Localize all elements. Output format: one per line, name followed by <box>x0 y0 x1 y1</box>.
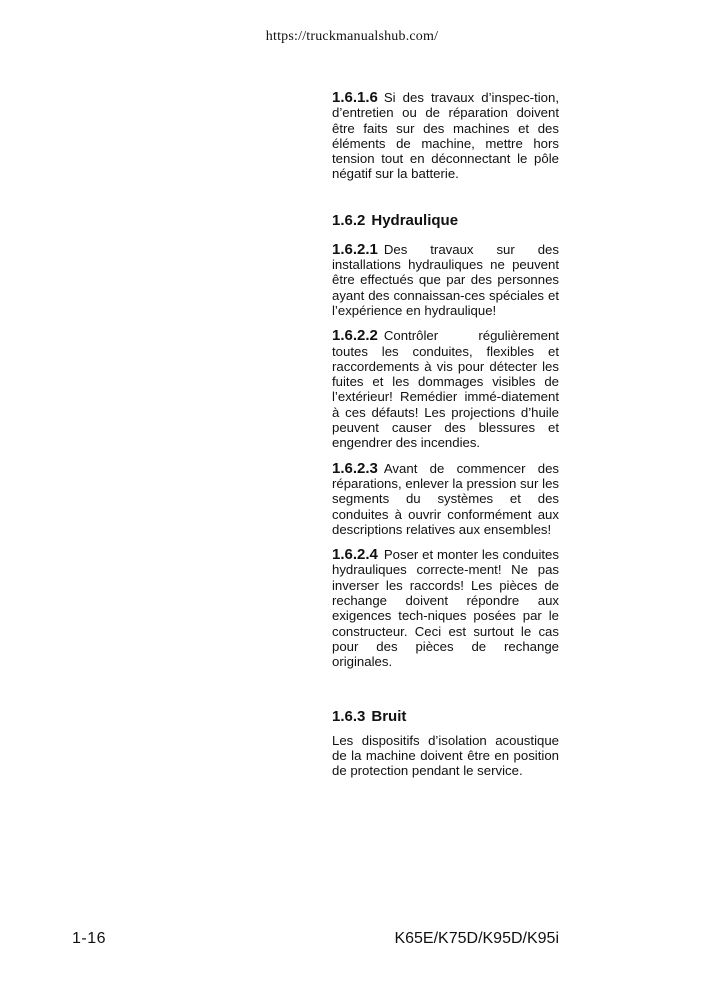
section-number: 1.6.3 <box>332 707 366 725</box>
paragraph-number: 1.6.1.6 <box>332 89 378 106</box>
paragraph-bruit: Les dispositifs d’isolation acoustique de la machine doivent être en position de protection pendant le service. <box>332 732 559 779</box>
content-column <box>332 90 559 778</box>
paragraph-text: Contrôler régulièrement toutes les conduites, flexibles et raccordements à vis pour détecter les fuites et les dommages visibles de l’extérieur! Remédier immé-diatement à ces défauts! Les projections d’huile peuvent causer des blessures et engendrer des incendies. <box>332 328 559 451</box>
header-url: https://truckmanualshub.com/ <box>265 29 439 44</box>
paragraph-number: 1.6.2.2 <box>332 327 378 345</box>
paragraph-number: 1.6.2.3 <box>332 459 378 477</box>
section-title: Hydraulique <box>371 211 459 229</box>
section-heading-hydraulique <box>332 212 559 229</box>
paragraph-text: Si des travaux d’inspec-tion, d’entretien ou de réparation doivent être faits sur des machines et des éléments de machine, mettre hors tension tout en déconnectant le pôle négatif sur la batterie. <box>332 90 559 182</box>
paragraph-1-6-2-3 <box>332 461 559 537</box>
page-number: 1-16 <box>72 930 107 947</box>
paragraph-1-6-2-2 <box>332 328 559 450</box>
paragraph-1-6-2-4 <box>332 547 559 669</box>
section-number: 1.6.2 <box>332 211 366 229</box>
section-heading-bruit <box>332 708 559 725</box>
paragraph-1-6-1-6 <box>332 90 559 182</box>
paragraph-text: Avant de commencer des réparations, enlever la pression sur les segments du systèmes et des conduites à ouvrir conformément aux descriptions relatives aux ensembles! <box>332 460 559 537</box>
paragraph-text: Des travaux sur des installations hydrauliques ne peuvent être effectués que par des personnes ayant des connaissan-ces spéciales et l’expérience en hydraulique! <box>332 241 559 318</box>
paragraph-1-6-2-1 <box>332 242 559 318</box>
paragraph-number: 1.6.2.4 <box>332 546 378 564</box>
paragraph-number: 1.6.2.1 <box>332 240 378 258</box>
paragraph-text: Poser et monter les conduites hydrauliques correcte-ment! Ne pas inverser les raccords! Les pièces de rechange doivent répondre aux exigences tech-niques posées par le constructeur. Ceci est surtout le cas pour des pièces de rechange originales. <box>332 547 559 670</box>
section-title: Bruit <box>371 707 407 725</box>
footer-model: K65E/K75D/K95D/K95i <box>394 930 559 947</box>
